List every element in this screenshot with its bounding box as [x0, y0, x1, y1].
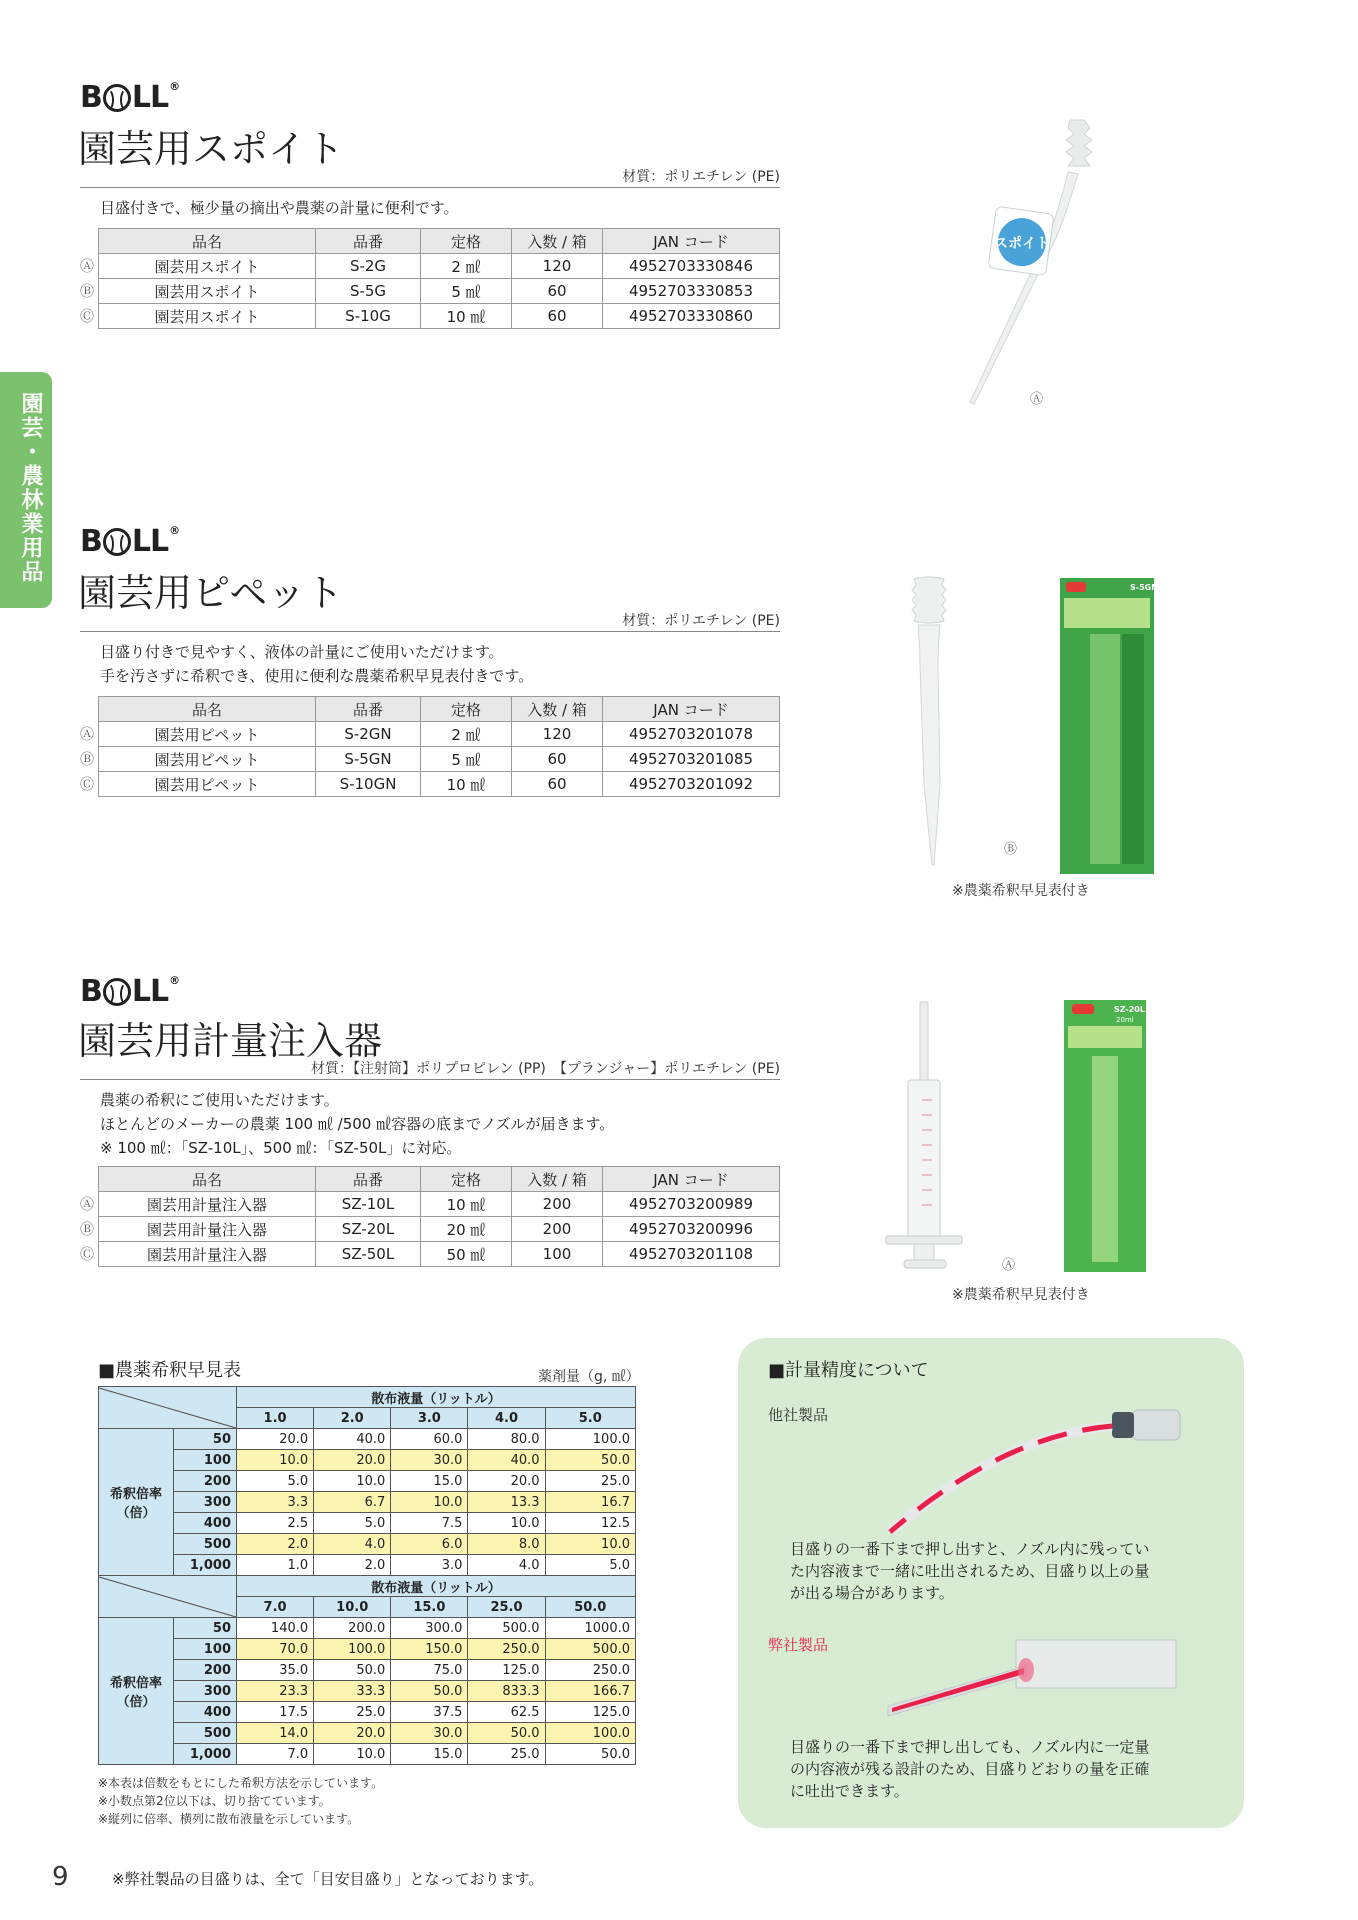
ratio-group-label: 希釈倍率 （倍） — [99, 1618, 174, 1765]
value-cell: 6.7 — [314, 1492, 391, 1513]
ratio-cell: 400 — [174, 1513, 237, 1534]
volume-header-cell: 2.0 — [314, 1408, 391, 1429]
page-number: 9 — [52, 1862, 69, 1892]
value-cell: 40.0 — [314, 1429, 391, 1450]
ratio-cell: 400 — [174, 1702, 237, 1723]
volume-header-cell: 25.0 — [468, 1597, 545, 1618]
ratio-cell: 500 — [174, 1534, 237, 1555]
value-cell: 37.5 — [391, 1702, 468, 1723]
value-cell: 16.7 — [545, 1492, 635, 1513]
other-product-nozzle-illustration — [880, 1404, 1180, 1534]
category-side-tab-label: 園芸・農林業用品 — [18, 392, 43, 584]
value-cell: 50.0 — [468, 1723, 545, 1744]
table-row — [99, 1744, 636, 1765]
other-product-text: 目盛りの一番下まで押し出すと、ノズル内に残ってい た内容液まで一緒に吐出されるため、目盛り以上の量 が出る場合があります。 — [790, 1540, 1150, 1602]
syringe-photo — [880, 1000, 980, 1280]
other-product-label: 他社製品 — [768, 1406, 829, 1424]
value-cell: 4.0 — [468, 1555, 545, 1576]
our-product-label: 弊社製品 — [768, 1636, 829, 1654]
value-cell: 50.0 — [545, 1450, 635, 1471]
value-cell: 100.0 — [314, 1639, 391, 1660]
value-cell: 15.0 — [391, 1471, 468, 1492]
volume-header-cell: 1.0 — [237, 1408, 314, 1429]
value-cell: 5.0 — [237, 1471, 314, 1492]
value-cell: 50.0 — [391, 1681, 468, 1702]
table-row — [99, 1492, 636, 1513]
divider — [80, 1079, 780, 1080]
ratio-cell: 500 — [174, 1723, 237, 1744]
value-cell: 13.3 — [468, 1492, 545, 1513]
value-cell: 300.0 — [391, 1618, 468, 1639]
volume-header-cell: 3.0 — [391, 1408, 468, 1429]
table-row: Ⓑ 園芸用計量注入器 SZ-20L 20 ㎖ 200 4952703200996 — [76, 1217, 780, 1242]
ball-logo-icon — [103, 84, 131, 112]
table-row — [99, 1723, 636, 1744]
ratio-cell: 300 — [174, 1681, 237, 1702]
table-row — [99, 1513, 636, 1534]
ratio-cell: 200 — [174, 1471, 237, 1492]
value-cell: 2.0 — [314, 1555, 391, 1576]
table-row — [99, 1555, 636, 1576]
package-sub-text: 20ml — [1116, 1016, 1134, 1024]
value-cell: 10.0 — [314, 1744, 391, 1765]
brand-logo: B LL ® — [80, 974, 180, 1009]
value-cell: 70.0 — [237, 1639, 314, 1660]
value-cell: 20.0 — [237, 1429, 314, 1450]
material-text: 材質：ポリエチレン (PE) — [622, 169, 780, 185]
table-corner-cell — [99, 1387, 237, 1429]
footer-note: ※弊社製品の目盛りは、全て「目安目盛り」となっております。 — [112, 1870, 544, 1888]
table-row: Ⓒ 園芸用スポイト S-10G 10 ㎖ 60 4952703330860 — [76, 304, 780, 329]
value-cell: 50.0 — [314, 1660, 391, 1681]
value-cell: 4.0 — [314, 1534, 391, 1555]
photo-mark: Ⓐ — [1030, 392, 1044, 407]
package-code-text: SZ-20L — [1114, 1005, 1145, 1014]
value-cell: 500.0 — [468, 1618, 545, 1639]
table-row — [99, 1681, 636, 1702]
value-cell: 20.0 — [314, 1450, 391, 1471]
value-cell: 8.0 — [468, 1534, 545, 1555]
value-cell: 20.0 — [314, 1723, 391, 1744]
value-cell: 3.0 — [391, 1555, 468, 1576]
table-row — [99, 1618, 636, 1639]
value-cell: 125.0 — [468, 1660, 545, 1681]
value-cell: 2.5 — [237, 1513, 314, 1534]
accuracy-title: ■計量精度について — [768, 1360, 929, 1381]
table-row: Ⓑ 園芸用スポイト S-5G 5 ㎖ 60 4952703330853 — [76, 279, 780, 304]
volume-header-cell: 4.0 — [468, 1408, 545, 1429]
pipette-package-photo — [1060, 578, 1158, 874]
value-cell: 14.0 — [237, 1723, 314, 1744]
table-row: Ⓐ 園芸用ピペット S-2GN 2 ㎖ 120 4952703201078 — [76, 722, 780, 747]
product-description: 農薬の希釈にご使用いただけます。 ほとんどのメーカーの農薬 100 ㎖ /500 ㎖容器の底までノズルが届きます。 ※ 100 ㎖：「SZ-10L」、500 ㎖：「SZ-50L」に対応。 — [100, 1091, 615, 1157]
table-row — [99, 1429, 636, 1450]
value-cell: 30.0 — [391, 1723, 468, 1744]
value-cell: 80.0 — [468, 1429, 545, 1450]
table-row — [99, 1639, 636, 1660]
value-cell: 12.5 — [545, 1513, 635, 1534]
value-cell: 500.0 — [545, 1639, 635, 1660]
photo-mark: Ⓐ — [1002, 1258, 1016, 1273]
divider — [80, 187, 780, 188]
ratio-cell: 300 — [174, 1492, 237, 1513]
value-cell: 200.0 — [314, 1618, 391, 1639]
value-cell: 5.0 — [314, 1513, 391, 1534]
value-cell: 1.0 — [237, 1555, 314, 1576]
value-cell: 60.0 — [391, 1429, 468, 1450]
value-cell: 140.0 — [237, 1618, 314, 1639]
table-row: Ⓐ 園芸用計量注入器 SZ-10L 10 ㎖ 200 4952703200989 — [76, 1192, 780, 1217]
value-cell: 25.0 — [314, 1702, 391, 1723]
ratio-cell: 200 — [174, 1660, 237, 1681]
value-cell: 35.0 — [237, 1660, 314, 1681]
dilution-unit: 薬剤量（g, ㎖） — [538, 1369, 640, 1385]
photo-caption: ※農薬希釈早見表付き — [952, 883, 1090, 899]
value-cell: 7.0 — [237, 1744, 314, 1765]
ratio-group-label: 希釈倍率 （倍） — [99, 1429, 174, 1576]
value-cell: 20.0 — [468, 1471, 545, 1492]
dilution-table — [98, 1386, 636, 1765]
ratio-cell: 1,000 — [174, 1744, 237, 1765]
ratio-cell: 1,000 — [174, 1555, 237, 1576]
value-cell: 10.0 — [391, 1492, 468, 1513]
table-row — [99, 1660, 636, 1681]
table-corner-cell — [99, 1576, 237, 1618]
value-cell: 5.0 — [545, 1555, 635, 1576]
value-cell: 3.3 — [237, 1492, 314, 1513]
value-cell: 30.0 — [391, 1450, 468, 1471]
ball-logo-icon — [103, 978, 131, 1006]
value-cell: 100.0 — [545, 1429, 635, 1450]
ball-logo-icon — [103, 528, 131, 556]
value-cell: 125.0 — [545, 1702, 635, 1723]
brand-logo: B LL ® — [80, 524, 180, 559]
value-cell: 17.5 — [237, 1702, 314, 1723]
product-description: 目盛り付きで見やすく、液体の計量にご使用いただけます。 手を汚さずに希釈でき、使用に便利な農薬希釈早見表付きです。 — [100, 643, 534, 685]
value-cell: 2.0 — [237, 1534, 314, 1555]
value-cell: 15.0 — [391, 1744, 468, 1765]
product-table: 品名 品番 定格 入数 / 箱 JAN コード Ⓐ 園芸用計量注入器 SZ-10L 10 ㎖ 200 4952703200989 Ⓑ 園芸用計量注入器 SZ-20L 20 ㎖ 200 4952703200996 Ⓒ 園芸用計量注入器 SZ-50L 50 ㎖ 100 4952703201108 — [76, 1166, 780, 1267]
dilution-notes: ※本表は倍数をもとにした希釈方法を示しています。 ※小数点第2位以下は、切り捨てています。 ※縦列に倍率、横列に散布液量を示しています。 — [98, 1776, 384, 1826]
product-title: 園芸用ピペット — [78, 571, 344, 615]
volume-header-cell: 10.0 — [314, 1597, 391, 1618]
value-cell: 6.0 — [391, 1534, 468, 1555]
value-cell: 25.0 — [468, 1744, 545, 1765]
value-cell: 250.0 — [468, 1639, 545, 1660]
brand-logo: B LL ® — [80, 80, 180, 115]
product-table: 品名 品番 定格 入数 / 箱 JAN コード Ⓐ 園芸用ピペット S-2GN 2 ㎖ 120 4952703201078 Ⓑ 園芸用ピペット S-5GN 5 ㎖ 60 4952703201085 Ⓒ 園芸用ピペット S-10GN 10 ㎖ 60 4952703201092 — [76, 696, 780, 797]
value-cell: 10.0 — [545, 1534, 635, 1555]
package-label-text: スポイト — [994, 236, 1050, 252]
value-cell: 833.3 — [468, 1681, 545, 1702]
value-cell: 100.0 — [545, 1723, 635, 1744]
photo-caption: ※農薬希釈早見表付き — [952, 1287, 1090, 1303]
table-row: Ⓑ 園芸用ピペット S-5GN 5 ㎖ 60 4952703201085 — [76, 747, 780, 772]
spray-volume-header: 散布液量（リットル） — [237, 1576, 636, 1597]
ratio-cell: 100 — [174, 1639, 237, 1660]
product-table: 品名 品番 定格 入数 / 箱 JAN コード Ⓐ 園芸用スポイト S-2G 2 ㎖ 120 4952703330846 Ⓑ 園芸用スポイト S-5G 5 ㎖ 60 4952703330853 Ⓒ 園芸用スポイト S-10G 10 ㎖ 60 4952703330860 — [76, 228, 780, 329]
value-cell: 1000.0 — [545, 1618, 635, 1639]
ratio-cell: 50 — [174, 1429, 237, 1450]
table-row — [99, 1450, 636, 1471]
table-row — [99, 1471, 636, 1492]
package-code-text: S-5GN — [1130, 583, 1158, 592]
material-text: 材質：【注射筒】ポリプロピレン (PP) 【プランジャー】ポリエチレン (PE) — [310, 1061, 780, 1077]
value-cell: 10.0 — [468, 1513, 545, 1534]
product-description: 目盛付きで、極少量の摘出や農薬の計量に便利です。 — [100, 199, 459, 217]
value-cell: 33.3 — [314, 1681, 391, 1702]
value-cell: 250.0 — [545, 1660, 635, 1681]
photo-mark: Ⓑ — [1004, 842, 1018, 857]
syringe-package-photo — [1064, 1000, 1146, 1272]
spray-volume-header: 散布液量（リットル） — [237, 1387, 636, 1408]
table-row — [99, 1702, 636, 1723]
dilution-table-title: ■農薬希釈早見表 — [98, 1360, 242, 1381]
our-product-nozzle-illustration — [886, 1636, 1176, 1726]
volume-header-cell: 15.0 — [391, 1597, 468, 1618]
value-cell: 10.0 — [237, 1450, 314, 1471]
volume-header-cell: 50.0 — [545, 1597, 635, 1618]
table-row: Ⓒ 園芸用計量注入器 SZ-50L 50 ㎖ 100 4952703201108 — [76, 1242, 780, 1267]
value-cell: 150.0 — [391, 1639, 468, 1660]
divider — [80, 631, 780, 632]
dropper-photo — [940, 110, 1120, 410]
value-cell: 166.7 — [545, 1681, 635, 1702]
volume-header-cell: 7.0 — [237, 1597, 314, 1618]
product-title: 園芸用スポイト — [78, 127, 345, 171]
table-row: Ⓒ 園芸用ピペット S-10GN 10 ㎖ 60 4952703201092 — [76, 772, 780, 797]
value-cell: 7.5 — [391, 1513, 468, 1534]
value-cell: 75.0 — [391, 1660, 468, 1681]
value-cell: 10.0 — [314, 1471, 391, 1492]
pipette-photo — [900, 575, 960, 875]
ratio-cell: 100 — [174, 1450, 237, 1471]
ratio-cell: 50 — [174, 1618, 237, 1639]
table-row — [99, 1534, 636, 1555]
value-cell: 40.0 — [468, 1450, 545, 1471]
value-cell: 50.0 — [545, 1744, 635, 1765]
our-product-text: 目盛りの一番下まで押し出しても、ノズル内に一定量 の内容液が残る設計のため、目盛りどおりの量を正確 に吐出できます。 — [790, 1738, 1150, 1800]
value-cell: 23.3 — [237, 1681, 314, 1702]
value-cell: 25.0 — [545, 1471, 635, 1492]
table-row: Ⓐ 園芸用スポイト S-2G 2 ㎖ 120 4952703330846 — [76, 254, 780, 279]
volume-header-cell: 5.0 — [545, 1408, 635, 1429]
value-cell: 62.5 — [468, 1702, 545, 1723]
product-title: 園芸用計量注入器 — [78, 1019, 383, 1063]
material-text: 材質：ポリエチレン (PE) — [622, 613, 780, 629]
